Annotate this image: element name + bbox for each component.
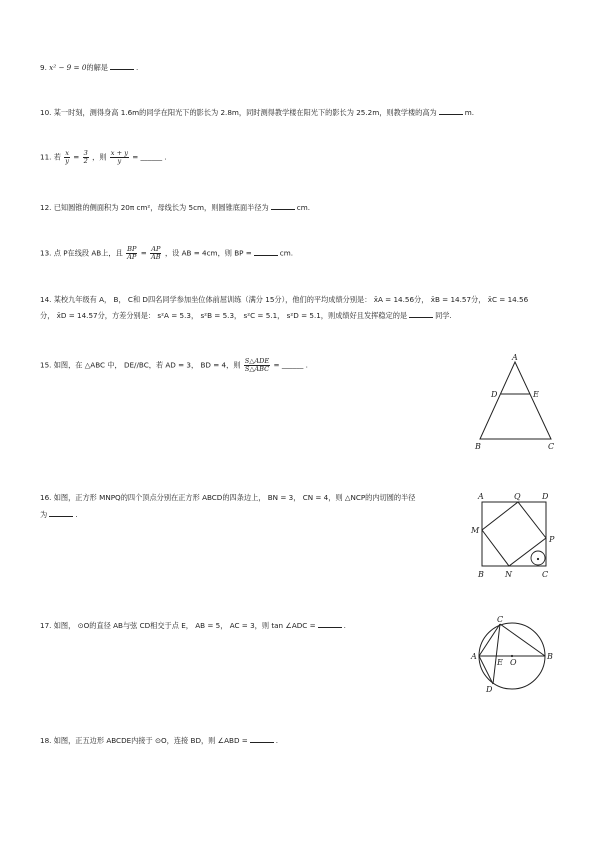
triangle-figure	[470, 350, 590, 456]
label-b: B	[547, 652, 553, 661]
fraction-bp-over-ap: $\frac{BP}{AP}$	[127, 245, 137, 261]
label-m: M	[471, 526, 480, 535]
question-end: m.	[464, 108, 475, 117]
equals-sign: =	[73, 152, 80, 162]
question-12	[40, 202, 310, 214]
question-number: 11.	[40, 152, 52, 162]
label-d: D	[486, 685, 493, 694]
question-number: 15.	[40, 360, 52, 370]
equals-sign: =	[140, 248, 147, 258]
question-16	[40, 492, 415, 504]
fraction-ap-over-ab: $\frac{AP}{AB}$	[151, 245, 161, 261]
question-10	[40, 107, 474, 119]
question-text: ，设 AB = 4cm，则 BP =	[164, 248, 252, 258]
label-c: C	[542, 570, 549, 579]
question-end: = ______ .	[132, 152, 167, 162]
question-9	[40, 62, 138, 74]
question-14	[40, 294, 528, 306]
question-text: 某一时刻，测得身高 1.6m的同学在阳光下的影长为 2.8m，同时测得教学楼在阳光下的影长为 25.2m，则教学楼的高为	[53, 108, 437, 117]
label-a: A	[471, 652, 477, 661]
question-number: 13.	[40, 248, 52, 258]
question-text-line-1: 某校九年级有 A， B， C和 D四名同学参加坐位体前屈训练（满分 15分），他们的平均成绩分别是： x̄A = 14.56分， x̄B = 14.57分， x̄C = 14.56	[53, 295, 529, 304]
question-end: .	[275, 736, 279, 745]
area-ratio-fraction: $\frac{\text{S△ADE}}{\text{S△ABC}}$	[244, 357, 270, 373]
question-15	[40, 358, 308, 373]
question-end: = ______ .	[273, 360, 308, 370]
square-figure	[466, 488, 566, 584]
answer-blank	[250, 735, 274, 743]
question-end: .	[136, 63, 139, 72]
question-number: 9.	[40, 63, 47, 72]
question-text: 若	[53, 152, 61, 162]
question-end: 同学.	[435, 311, 452, 320]
square-mnpq	[482, 502, 546, 566]
label-d: D	[491, 390, 498, 399]
label-n: N	[505, 570, 512, 579]
question-text-line-1: 如图，正方形 MNPQ的四个顶点分别在正方形 ABCD的四条边上， BN = 3， CN = 4，则 △NCP的内切圆的半径	[53, 493, 416, 502]
answer-blank	[318, 620, 342, 628]
question-text-line-2: 为	[40, 510, 48, 519]
question-text: 点 P在线段 AB上，且	[53, 248, 123, 258]
question-16-line-2	[40, 509, 78, 521]
center-point	[511, 655, 513, 657]
label-a: A	[512, 353, 518, 362]
question-number: 14.	[40, 295, 52, 304]
label-c: C	[548, 442, 555, 451]
question-number: 17.	[40, 621, 52, 630]
answer-blank	[49, 509, 73, 517]
label-q: Q	[514, 492, 521, 501]
question-number: 16.	[40, 493, 52, 502]
question-end: cm.	[296, 203, 310, 212]
question-text: 如图，在 △ABC 中， DE//BC，若 AD = 3， BD = 4，则	[53, 360, 241, 370]
label-d: D	[542, 492, 549, 501]
answer-blank	[409, 310, 433, 318]
fraction-3-over-2: $\frac{3}{2}$	[83, 149, 88, 165]
question-18	[40, 735, 278, 747]
question-text: 已知圆锥的侧面积为 20π cm²，母线长为 5cm，则圆锥底面半径为	[53, 203, 269, 212]
label-b: B	[475, 442, 481, 451]
question-text: ，则	[92, 152, 107, 162]
question-text: 如图， ⊙O的直径 AB与弦 CD相交于点 E， AB = 5， AC = 3，则 tan ∠ADC =	[53, 621, 316, 630]
label-p: P	[549, 535, 555, 544]
answer-blank	[271, 202, 295, 210]
fraction-x-over-y: $\frac{x}{y}$	[65, 149, 69, 165]
segment-cb	[500, 624, 545, 656]
incircle-center	[537, 558, 539, 560]
label-e: E	[533, 390, 539, 399]
question-end: cm.	[279, 248, 294, 258]
equation: x² − 9 = 0	[49, 63, 87, 72]
square-abcd	[482, 502, 546, 566]
label-e: E	[497, 658, 503, 667]
label-b: B	[478, 570, 484, 579]
question-end: .	[343, 621, 346, 630]
question-14-line-2	[40, 310, 452, 322]
segment-ad	[479, 656, 493, 684]
question-11	[40, 150, 167, 165]
question-number: 18.	[40, 736, 52, 745]
question-number: 12.	[40, 203, 52, 212]
answer-blank	[439, 107, 463, 115]
answer-blank	[110, 62, 134, 70]
question-text: 的解是	[86, 63, 108, 72]
question-17	[40, 620, 346, 632]
question-text: 如图，正五边形 ABCDE内接于 ⊙O，连接 BD，则 ∠ABD =	[53, 736, 248, 745]
question-number: 10.	[40, 108, 52, 117]
answer-blank	[254, 248, 278, 256]
question-text-line-2: 分， x̄D = 14.57分，方差分别是： s²A = 5.3， s²B = 5.3， s²C = 5.1， s²D = 5.1，则成绩好且发挥稳定的是	[40, 311, 408, 320]
label-a: A	[478, 492, 484, 501]
fraction-sum-over-y: $\frac{x + y}{y}$	[110, 149, 128, 165]
triangle-abc	[480, 362, 551, 439]
question-end: .	[75, 510, 78, 519]
circle-figure	[468, 614, 560, 696]
question-13	[40, 246, 293, 261]
label-o: O	[510, 658, 517, 667]
label-c: C	[497, 615, 504, 624]
